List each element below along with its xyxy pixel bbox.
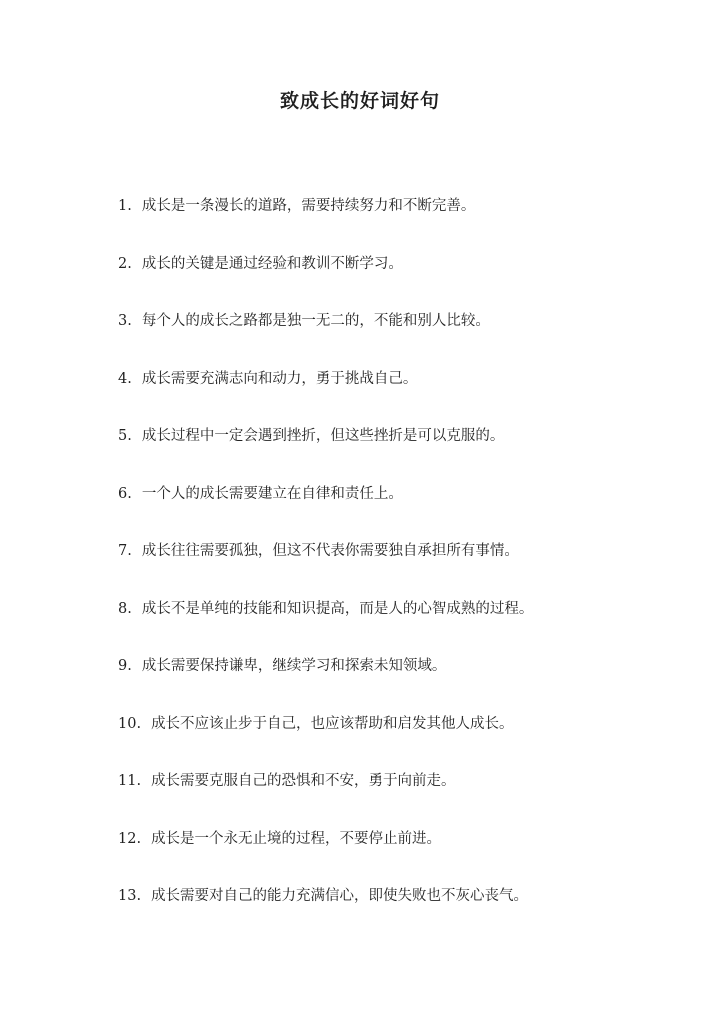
item-number: 3. [118,313,132,329]
list-item [118,480,678,538]
item-number: 8. [118,600,132,617]
list-item [118,595,678,653]
list-item [118,192,678,250]
item-text: 成长需要保持谦卑，继续学习和探索未知领域。 [141,658,447,674]
item-text: 成长不应该止步于自己，也应该帮助和启发其他人成长。 [151,715,514,732]
list-item [118,307,678,365]
item-text: 成长需要充满志向和动力，勇于挑战自己。 [141,370,418,387]
item-number: 12. [118,830,142,847]
list-item [118,710,678,768]
item-text: 成长不是单纯的技能和知识提高，而是人的心智成熟的过程。 [141,600,534,617]
item-text: 成长的关键是通过经验和教训不断学习。 [141,255,403,272]
list-item [118,250,678,308]
item-number: 11. [118,773,142,789]
list-item [118,537,678,595]
item-text: 成长过程中一定会遇到挫折，但这些挫折是可以克服的。 [141,428,505,444]
list-item [118,825,678,883]
item-number: 10. [118,715,142,732]
sentence-list [118,192,678,940]
list-item [118,365,678,423]
item-number: 13. [118,888,142,904]
item-number: 2. [118,255,132,272]
item-text: 成长需要克服自己的恐惧和不安，勇于向前走。 [151,773,456,789]
page-title: 致成长的好词好句 [279,90,440,112]
item-text: 成长是一个永无止境的过程，不要停止前进。 [151,830,442,847]
item-text: 每个人的成长之路都是独一无二的，不能和别人比较。 [141,313,490,329]
item-number: 5. [118,428,132,444]
item-number: 9. [118,658,132,674]
item-text: 成长往往需要孤独，但这不代表你需要独自承担所有事情。 [141,543,519,559]
item-number: 7. [118,543,132,559]
item-text: 一个人的成长需要建立在自律和责任上。 [141,485,403,502]
list-item [118,767,678,825]
item-text: 成长需要对自己的能力充满信心，即使失败也不灰心丧气。 [151,888,529,904]
list-item [118,882,678,940]
list-item [118,422,678,480]
item-number: 4. [118,370,132,387]
list-item [118,652,678,710]
item-number: 6. [118,485,132,502]
item-number: 1. [118,198,132,214]
item-text: 成长是一条漫长的道路，需要持续努力和不断完善。 [141,198,476,214]
